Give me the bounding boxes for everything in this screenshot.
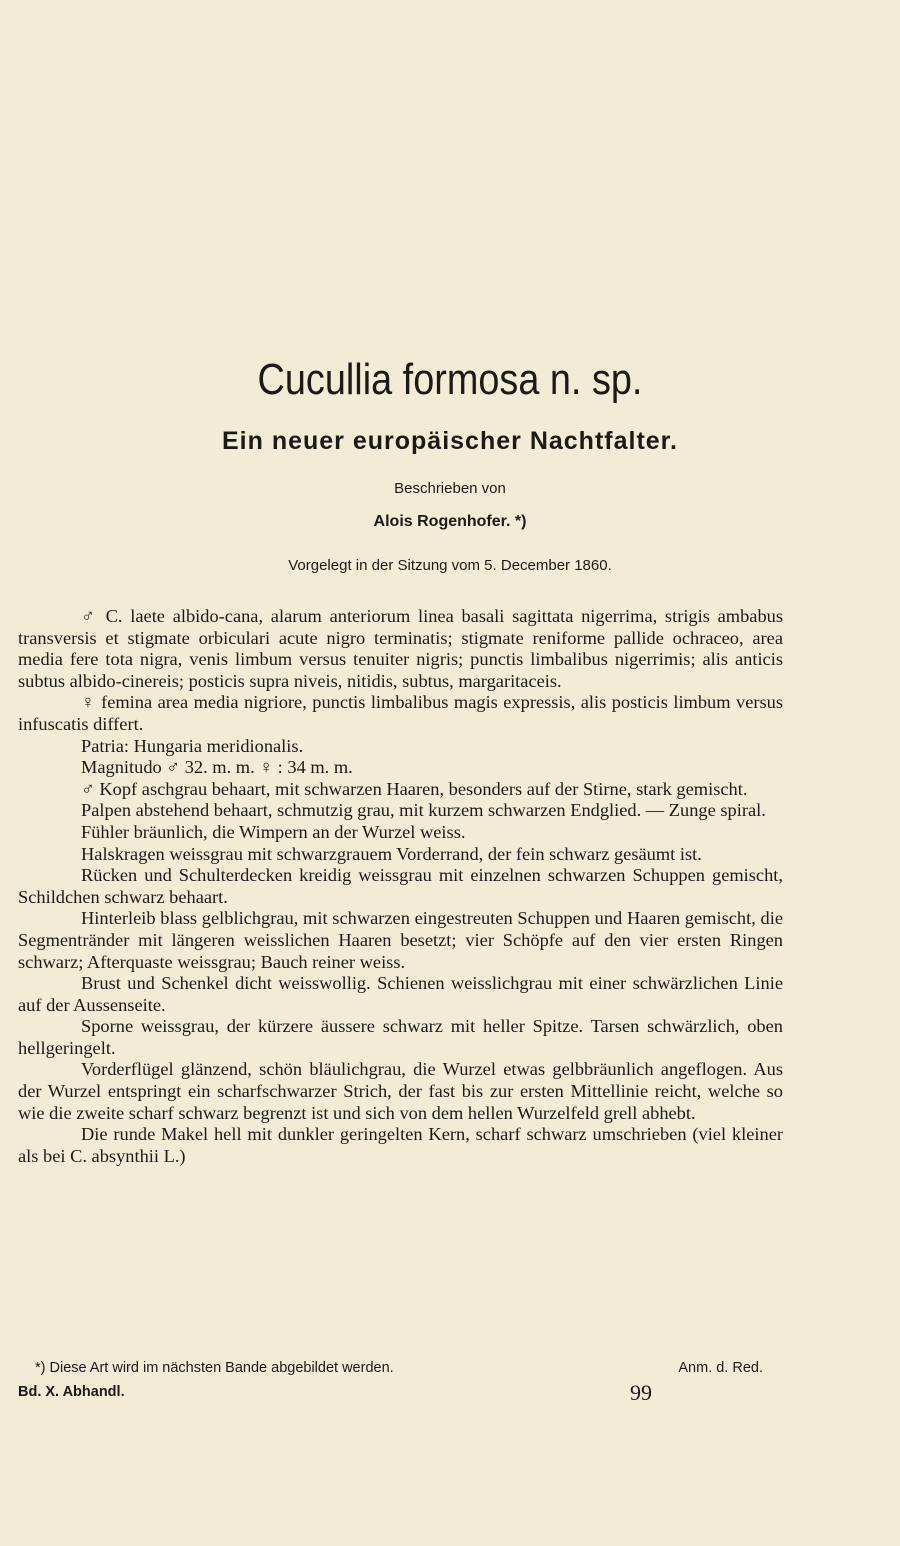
article-title: Cucullia formosa n. sp. — [257, 355, 643, 404]
page-number: 99 — [630, 1380, 652, 1405]
paragraph-palpen: Palpen abstehend behaart, schmutzig grau, mit kurzem schwarzen Endglied. — Zunge spiral. — [81, 800, 766, 821]
paragraph-makel: Die runde Makel hell mit dunkler geringelten Kern, scharf schwarz umschrieben (viel kleiner als bei C. absynthii L.) — [18, 1124, 783, 1166]
presented-note: Vorgelegt in der Sitzung vom 5. December 1860. — [288, 557, 612, 574]
paragraph-sporne: Sporne weissgrau, der kürzere äussere schwarz mit heller Spitze. Tarsen schwärzlich, oben hellgeringelt. — [18, 1016, 783, 1058]
paragraph-vorderfluegel: Vorderflügel glänzend, schön bläulichgrau, die Wurzel etwas gelbbräunlich angeflogen. Aus der Wurzel entspringt ein scharfschwarzer Strich, der fast bis zur ersten Mittellinie reicht, welche so wie die zweite scharf schwarz begrenzt ist und sich von dem hellen Wurzelfeld grell abhebt. — [18, 1059, 783, 1123]
paragraph-hinterleib: Hinterleib blass gelblichgrau, mit schwarzen eingestreuten Schuppen und Haaren gemischt, die Segmentränder mit längeren weisslichen Haaren besetzt; vier Schöpfe auf den vier ersten Ringen schwarz; Afterquaste weissgrau; Bauch reiner weiss. — [18, 908, 783, 972]
volume-label: Bd. X. Abhandl. — [18, 1384, 125, 1400]
paragraph-fuehler: Fühler bräunlich, die Wimpern an der Wurzel weiss. — [81, 821, 466, 842]
editor-note: Anm. d. Red. — [678, 1360, 763, 1376]
paragraph-latin-male: ♂ C. laete albido-cana, alarum anteriorum linea basali sagittata nigerrima, strigis ambabus transversis et stigmate orbiculari acute nigro terminatis; stigmate reniforme pallide ochraceo, area media fere tota nigra, venis limbum versus tenuiter nigris; punctis limbalibus nigerrimis; alis anticis subtus albido-cinereis; posticis supra niveis, nitidis, subtus, margaritaceis. — [18, 606, 783, 691]
author-name: Alois Rogenhofer. *) — [373, 513, 527, 530]
paragraph-patria: Patria: Hungaria meridionalis. — [81, 735, 304, 756]
paragraph-kopf: ♂ Kopf aschgrau behaart, mit schwarzen Haaren, besonders auf der Stirne, stark gemischt. — [81, 778, 748, 799]
paragraph-ruecken: Rücken und Schulterdecken kreidig weissgrau mit einzelnen schwarzen Schuppen gemischt, Schildchen schwarz behaart. — [18, 865, 783, 907]
footnote-text: *) Diese Art wird im nächsten Bande abgebildet werden. — [35, 1360, 394, 1376]
paragraph-latin-female: ♀ femina area media nigriore, punctis limbalibus magis expressis, alis posticis limbum versus infuscatis differt. — [18, 692, 783, 734]
paragraph-magnitudo: Magnitudo ♂ 32. m. m. ♀ : 34 m. m. — [81, 757, 353, 778]
paragraph-brust: Brust und Schenkel dicht weisswollig. Schienen weisslichgrau mit einer schwärzlichen Linie auf der Aussenseite. — [18, 973, 783, 1015]
paragraph-halskragen: Halskragen weissgrau mit schwarzgrauem Vorderrand, der fein schwarz gesäumt ist. — [81, 843, 702, 864]
article-subtitle: Ein neuer europäischer Nachtfalter. — [222, 427, 678, 455]
described-by: Beschrieben von — [394, 480, 506, 497]
article-body — [18, 606, 783, 1167]
